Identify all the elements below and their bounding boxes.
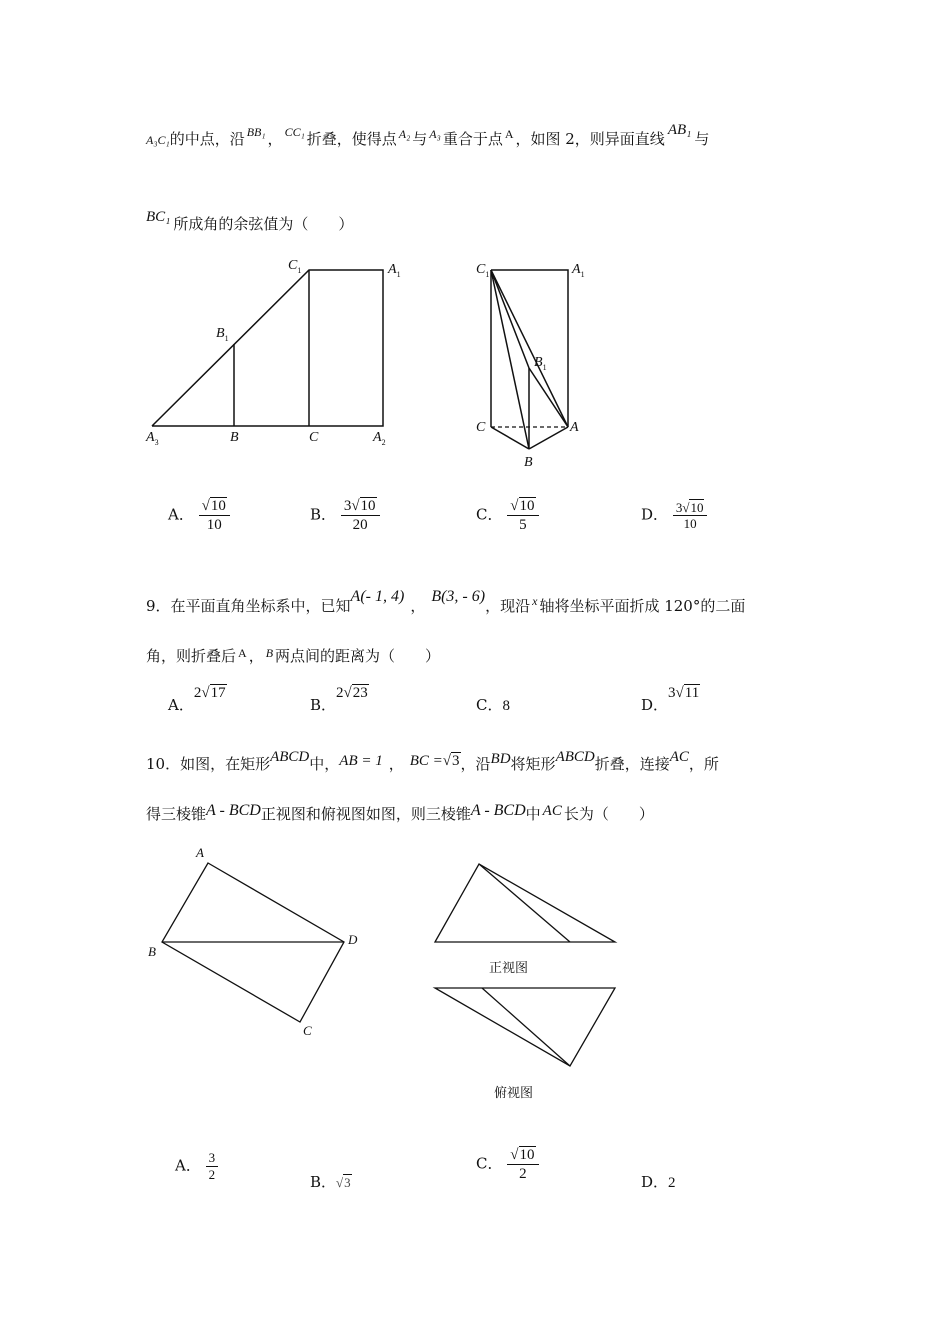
front-view-inner-line xyxy=(479,864,570,942)
axis-x: x xyxy=(532,594,538,608)
rect-abcd: ABCD xyxy=(270,749,310,765)
q10-text: ，所 xyxy=(688,755,719,773)
option-value: 2√17 xyxy=(193,685,226,701)
q8-comma: ， xyxy=(267,130,283,148)
option-letter: D． xyxy=(641,1173,669,1191)
q10-line2 xyxy=(146,803,654,824)
option-letter: A． xyxy=(168,696,194,714)
q9-text: ，现沿 xyxy=(485,597,531,615)
fig2-label-a1: $A_1$ xyxy=(572,262,585,279)
q9-text: 9．在平面直角坐标系中，已知 xyxy=(146,597,351,615)
q8-option-d[interactable] xyxy=(641,500,707,531)
q10-text: 正视图和俯视图如图，则三棱锥 xyxy=(260,805,471,823)
option-value: √3 xyxy=(336,1175,351,1190)
q8-text: ，如图 2，则异面直线 xyxy=(515,130,665,148)
fig2-label-b: B xyxy=(524,455,533,470)
q8-line1 xyxy=(146,122,710,149)
point-a-coords: A(- 1, 4) xyxy=(350,588,405,605)
option-letter: B． xyxy=(310,696,337,714)
option-letter: A． xyxy=(175,1156,201,1175)
option-fraction: $\frac{3}{2}$ xyxy=(206,1150,219,1183)
option-value: 2 xyxy=(668,1175,676,1191)
fig2-label-a: A xyxy=(570,420,579,435)
option-fraction: $\frac{√10}{5}$ xyxy=(507,497,538,534)
option-fraction: $\frac{√10}{2}$ xyxy=(507,1146,538,1183)
q10-option-a[interactable] xyxy=(175,1150,218,1183)
fig2-label-c: C xyxy=(476,420,486,435)
option-value: 8 xyxy=(502,698,510,714)
point-a: A xyxy=(238,646,247,660)
q9-comma: ， xyxy=(248,647,264,665)
q8-figure1 xyxy=(140,255,400,455)
pt-a: A xyxy=(504,127,514,141)
q10-text: 长为（ ） xyxy=(563,805,654,823)
q10-rectangle-figure xyxy=(150,850,360,1040)
q10-label-c: C xyxy=(303,1023,312,1038)
q9-option-a[interactable] xyxy=(168,681,227,714)
fig1-label-a1: $A_1$ xyxy=(388,262,401,279)
point-b-coords: B(3, - 6) xyxy=(431,588,486,605)
q8-option-b[interactable] xyxy=(310,497,380,534)
q10-label-a: A xyxy=(196,845,204,860)
option-letter: D． xyxy=(641,696,669,714)
ab-eq: AB = 1 xyxy=(339,753,383,769)
seg-ac: AC xyxy=(669,749,689,765)
fig2-c1b1 xyxy=(491,270,529,368)
option-letter: B． xyxy=(310,1173,337,1191)
fig2-label-c1: $C_1$ xyxy=(476,262,490,279)
seg-bb1: BB₁ xyxy=(246,125,266,139)
q8-text: 折叠，使得点 xyxy=(306,130,397,148)
q9-option-d[interactable] xyxy=(641,681,700,714)
q8-text: 与 xyxy=(412,130,428,148)
q10-text: 将矩形 xyxy=(510,755,556,773)
q10-text: 得三棱锥 xyxy=(146,805,207,823)
fig1-label-c: C xyxy=(309,430,319,445)
top-view-triangle xyxy=(435,988,615,1066)
q8-line2 xyxy=(146,209,354,234)
option-fraction: $\frac{3√10}{10}$ xyxy=(673,500,708,531)
pyramid-abcd-2: A - BCD xyxy=(470,802,526,819)
top-view-caption: 俯视图 xyxy=(494,1086,534,1101)
option-letter: C． xyxy=(476,1154,503,1173)
seg-bc1: BC₁ xyxy=(146,209,171,225)
q10-top-view xyxy=(430,982,620,1072)
q10-label-b: B xyxy=(148,944,156,959)
q9-text: 两点间的距离为（ ） xyxy=(275,647,441,665)
q9-text: 轴将坐标平面折成 120°的二面 xyxy=(539,597,746,615)
fig2-cb xyxy=(491,427,529,449)
q9-option-b[interactable] xyxy=(310,681,369,714)
seg-cc1: CC₁ xyxy=(284,125,305,139)
fig1-label-a3: $A_3$ xyxy=(146,430,159,447)
fig2-b1a xyxy=(529,368,568,427)
q10-option-c[interactable] xyxy=(476,1146,539,1183)
bc-eq: BC =√3 xyxy=(409,753,460,769)
q10-label-d: D xyxy=(348,932,358,947)
pyramid-abcd: A - BCD xyxy=(206,802,261,819)
fig1-label-b1: $B_1$ xyxy=(216,326,229,343)
q8-option-a[interactable] xyxy=(168,497,230,534)
q8-text: 所成角的余弦值为（ ） xyxy=(173,215,354,233)
rect-abcd-2: ABCD xyxy=(555,749,595,765)
seg-ab1: AB₁ xyxy=(667,122,692,138)
q8-option-c[interactable] xyxy=(476,497,539,534)
option-fraction: $\frac{√10}{10}$ xyxy=(199,497,230,534)
front-view-caption: 正视图 xyxy=(489,961,529,976)
q10-text: 中 xyxy=(525,805,541,823)
option-letter: C． xyxy=(476,505,503,524)
top-view-inner-line xyxy=(482,988,570,1066)
fig2-c1b xyxy=(491,270,529,449)
pt-a2: A₂ xyxy=(398,127,411,141)
fig1-label-a2: $A_2$ xyxy=(373,430,386,447)
q8-text: 与 xyxy=(694,130,710,148)
seg-ac-2: AC xyxy=(542,803,562,819)
q10-text: ，沿 xyxy=(460,755,491,773)
q10-text: 折叠，连接 xyxy=(594,755,670,773)
q9-line1 xyxy=(146,588,746,616)
fig1-label-c1: $C_1$ xyxy=(288,258,302,275)
point-b: B xyxy=(265,646,274,660)
option-letter: C． xyxy=(476,696,503,714)
fig1-outline xyxy=(152,270,383,426)
q10-option-b[interactable] xyxy=(310,1171,352,1192)
q10-line1 xyxy=(146,749,719,774)
q9-comma: ， xyxy=(410,597,426,615)
option-letter: D． xyxy=(641,505,669,524)
q9-text: 角，则折叠后 xyxy=(146,647,237,665)
q10-comma: ， xyxy=(388,755,404,773)
fig1-label-b: B xyxy=(230,430,239,445)
fig2-label-b1: $B_1$ xyxy=(534,355,547,372)
option-letter: B． xyxy=(310,505,337,524)
q9-option-c[interactable] xyxy=(476,694,510,715)
q10-text: 中， xyxy=(309,755,340,773)
q10-front-view xyxy=(430,860,620,950)
q10-text: 10．如图，在矩形 xyxy=(146,755,271,773)
seg-bd: BD xyxy=(490,751,511,767)
fig2-ab xyxy=(529,427,568,449)
option-value: 2√23 xyxy=(336,685,368,701)
option-fraction: $\frac{3√10}{20}$ xyxy=(341,497,380,534)
q9-line2 xyxy=(146,645,440,666)
option-letter: A． xyxy=(168,505,194,524)
seg-a3c1: A₃C₁ xyxy=(146,133,170,147)
pt-a3: A₃ xyxy=(429,127,441,141)
q8-text: 的中点，沿 xyxy=(169,130,245,148)
option-value: 3√11 xyxy=(668,685,700,701)
q10-option-d[interactable] xyxy=(641,1171,676,1192)
q8-text: 重合于点 xyxy=(442,130,503,148)
